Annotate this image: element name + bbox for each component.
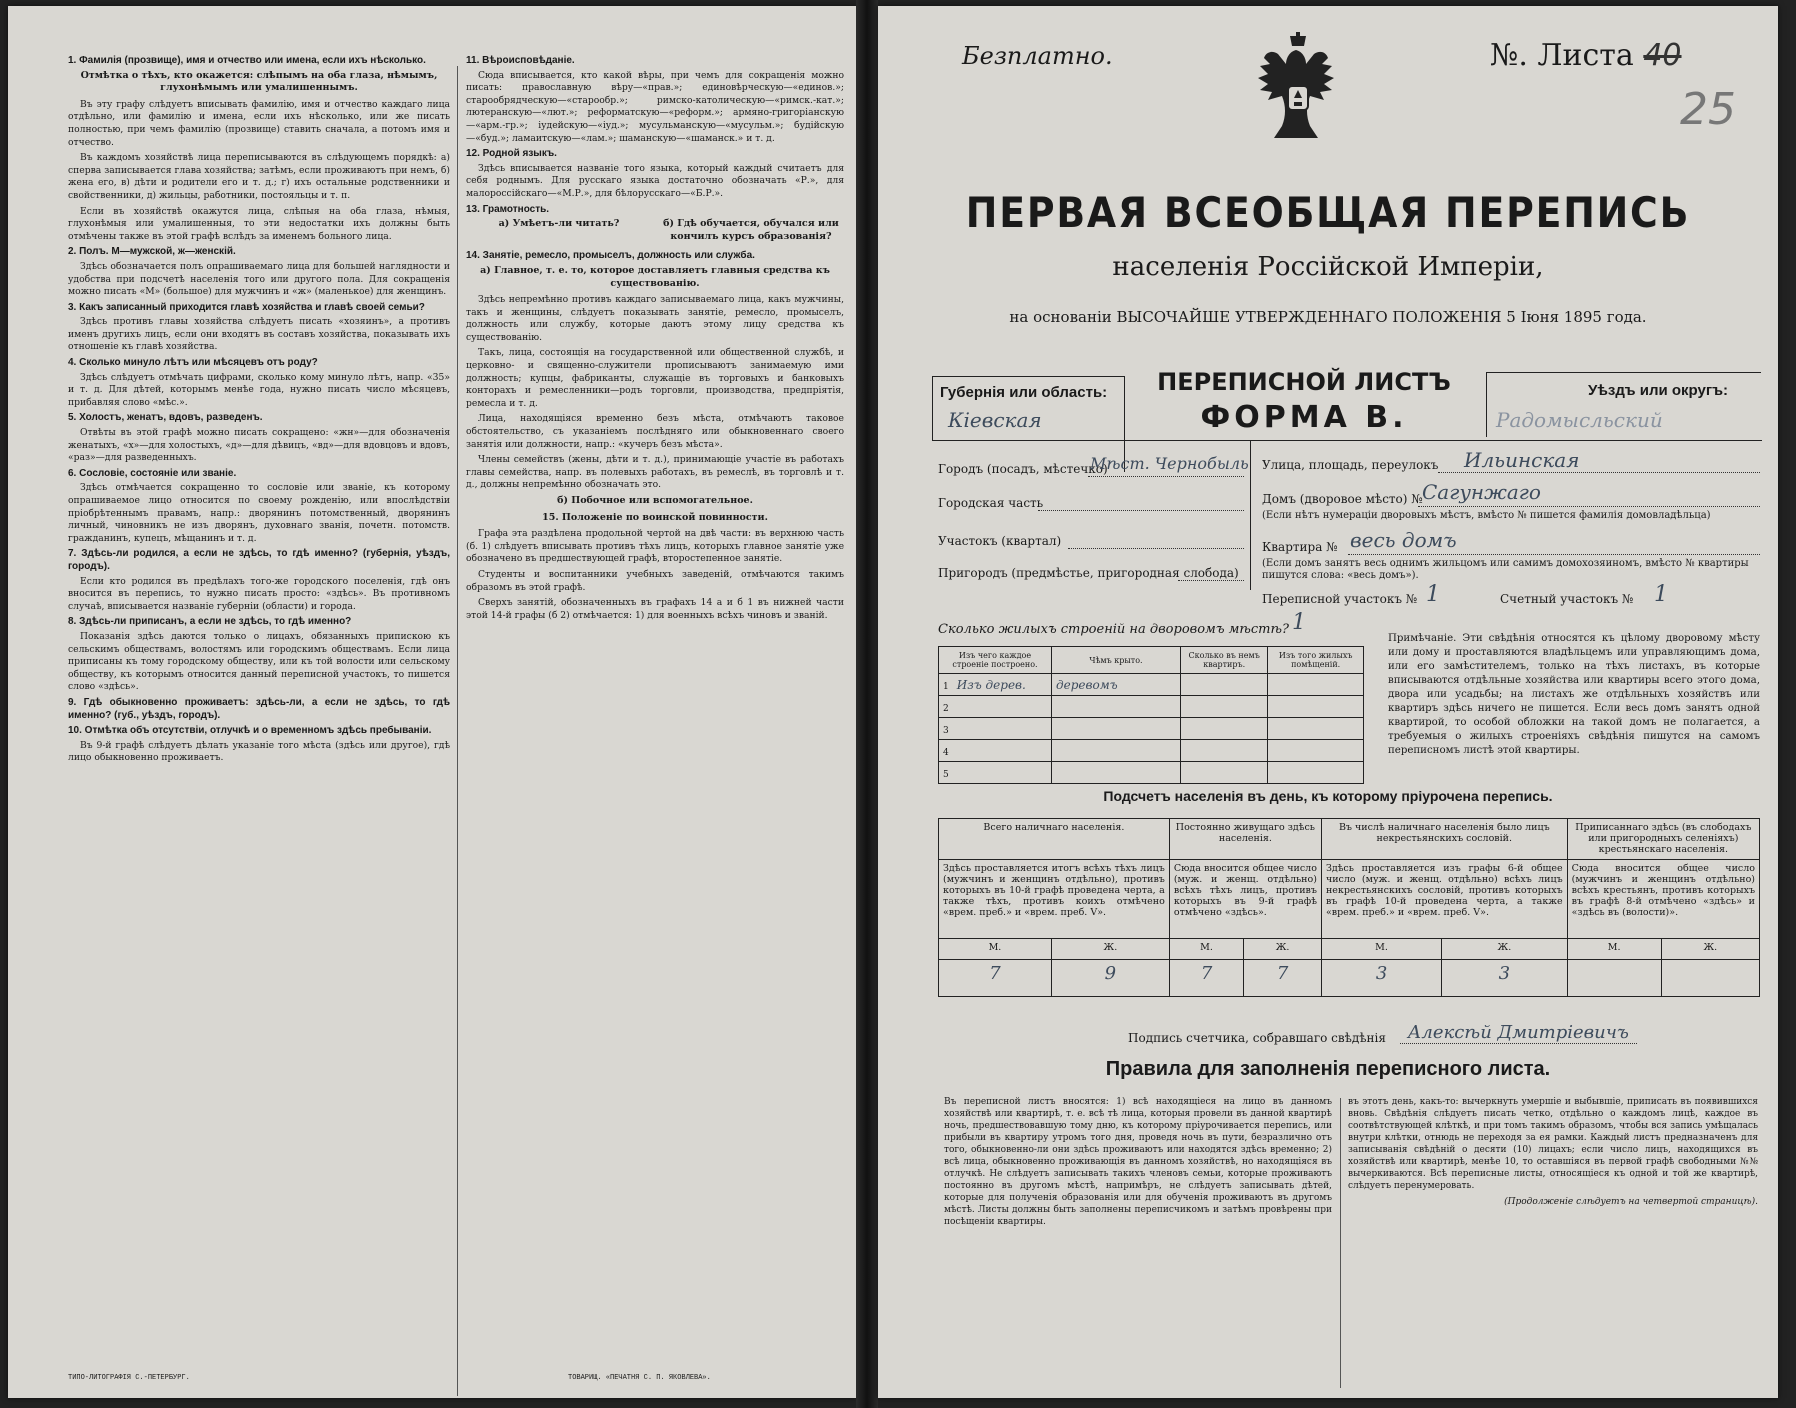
instruction-paragraph: Если въ хозяйствѣ окажутся лица, слѣпыя на оба глаза, нѣмыя, глухонѣмыя или умалишенныя, то эти недостатки ихъ должны быть отмѣчены также въ этой графѣ вслѣдъ за именемъ больного лица. [68, 205, 450, 242]
street-line [1438, 472, 1760, 473]
census-form-page [878, 6, 1778, 1398]
question-heading: 3. Какъ записанный приходится главѣ хозяйства и главѣ своей семьи? [68, 301, 425, 313]
question-heading: 11. Вѣроисповѣданіе. [466, 55, 575, 66]
printer-imprint-2: ТОВАРИЩ. «ПЕЧАТНЯ С. П. ЯКОВЛЕВА». [568, 1374, 711, 1382]
question-heading: 9. Гдѣ обыкновенно проживаетъ: здѣсь-ли, а если не здѣсь, то гдѣ именно? (губ., уѣздъ, городъ). [68, 696, 450, 721]
instruction-paragraph: Въ 9-й графѣ слѣдуетъ дѣлать указаніе того мѣста (здѣсь или другое), гдѣ лицо обыкновенно проживаетъ. [68, 739, 450, 764]
count-column-instructions: Здѣсь проставляется итогъ всѣхъ тѣхъ лицъ (мужчинъ и женщинъ отдѣльно), противъ которыхъ въ 10-й графѣ проведена черта, а также тѣхъ, противъ коихъ отмѣчено «врем. преб.» и «врем. преб. V». [939, 860, 1170, 939]
free-label: Безплатно. [962, 42, 1113, 70]
question-heading: 6. Сословіе, состояніе или званіе. [68, 467, 237, 479]
signature-value: Алексѣй Дмитріевичъ [1400, 1022, 1637, 1044]
town-value: Мѣст. Чернобыль [1090, 454, 1249, 473]
apartment-line [1348, 554, 1760, 555]
instructions-column-2 [466, 52, 844, 625]
buildings-table-row [939, 740, 1364, 762]
counting-section-label: Счетный участокъ № [1500, 592, 1634, 606]
count-column-heading: Всего наличнаго населенія. [939, 819, 1170, 860]
buildings-header-roof: Чѣмъ крыто. [1052, 647, 1181, 674]
quarter-label: Участокъ (квартал) [938, 534, 1062, 548]
male-label: М. [1567, 939, 1661, 960]
buildings-table-row [939, 762, 1364, 784]
instruction-paragraph: Здѣсь обозначается полъ опрашиваемаго лица для большей наглядности и удобства при подсчетѣ населенія того или другого пола. Для сокращенія можно писать «М» (большое) для мужчинъ и «ж» (маленькое) для женщинъ. [68, 260, 450, 298]
question-heading: 13. Грамотность. [466, 203, 550, 215]
male-label: М. [1321, 939, 1441, 960]
district-value: Радомысльский [1496, 408, 1663, 432]
instruction-paragraph: Въ эту графу слѣдуетъ вписывать фамилію, имя и отчество каждаго лица отдѣльно, или фамилію и имена, если ихъ нѣсколько, или же писать полностью, при чемъ фамилію (прозвище) ставить сначала, а потомъ имя и отчество. [68, 98, 450, 148]
count-head-row [939, 819, 1760, 860]
rules-title: Правила для заполненія переписного листа. [1105, 1058, 1551, 1080]
instruction-paragraph: Студенты и воспитанники учебныхъ заведеній, отмѣчаются такимъ образомъ въ этой графѣ. [466, 568, 844, 593]
signature-row [1128, 1022, 1629, 1047]
form-title [1136, 368, 1472, 435]
table-cell [1052, 718, 1181, 740]
instruction-paragraph: Сюда вписывается, кто какой вѣры, при чемъ для сокращенія можно писать: православную вѣру—«прав.»; единовѣрческую—«единов.»; старообрядческую—«старообр.»; римско-католическую—«римск.-кат.»; лютеранскую—«лют.»; реформатскую—«реформ.»; армяно-григоріанскую—«арм.-гр.»; іудейскую—«іуд.»; мусульманскую—«мусульм.»; будійскую—«буд.»; ламаитскую—«лам.»; шаманскую—«шаманск.» и т. д. [466, 69, 844, 144]
header-divider [932, 440, 1762, 441]
house-label: Домъ (дворовое мѣсто) № [1262, 492, 1423, 506]
building-material: Изъ дерев. [956, 677, 1026, 692]
instruction-paragraph: Здѣсь слѣдуетъ отмѣчать цифрами, сколько кому минуло лѣтъ, напр. «35» и т. д. Для дѣтей, которымъ менѣе года, нужно писать число мѣсяцевъ, прибавляя слово «мѣс.». [68, 371, 450, 408]
count-column-instructions: Здѣсь проставляется изъ графы 6-й общее число (муж. и женщ. отдѣльно) всѣхъ лицъ некрестьянскихъ сословій, противъ которыхъ въ графѣ 10-й проведена черта, а также «врем. преб.» и «врем. преб. V». [1321, 860, 1567, 939]
subheading: Отмѣтка о тѣхъ, кто окажется: слѣпымъ на оба глаза, нѣмымъ, глухонѣмымъ или умалишеннымъ. [80, 69, 438, 94]
column-divider [457, 66, 458, 1396]
male-count [1567, 960, 1661, 997]
apartment-label: Квартира № [1262, 540, 1338, 554]
count-column-instructions: Сюда вносится общее число (муж. и женщ. отдѣльно) всѣхъ тѣхъ лицъ, противъ которыхъ въ 9-й графѣ отмѣчено «здѣсь». [1169, 860, 1321, 939]
count-column-heading: Приписаннаго здѣсь (въ слободахъ или пригородныхъ селеніяхъ) крестьянскаго населенія. [1567, 819, 1759, 860]
book-gutter [856, 0, 878, 1408]
instruction-paragraph: Графа эта раздѣлена продольной чертой на двѣ части: въ верхнюю часть (б. 1) слѣдуетъ вписывать противъ тѣхъ лицъ, которыхъ главное занятіе уже обозначено въ предшествующей графѣ, второстепенное занятіе. [466, 528, 844, 565]
sheet-number-value: 40 [1643, 38, 1682, 73]
table-cell [1268, 696, 1364, 718]
male-count: 3 [1321, 960, 1441, 997]
left-page [8, 6, 856, 1398]
rules-continued: (Продолженіе слѣдуетъ на четвертой страницѣ). [1504, 1197, 1758, 1207]
female-label: Ж. [1244, 939, 1322, 960]
instruction-paragraph: Здѣсь вписывается названіе того языка, который каждый считаетъ для себя роднымъ. Для русскаго языка достаточно обозначать «Р.», для малороссійскаго—«М.Р.», для бѣлорусскаго—«Б.Р.». [466, 162, 844, 199]
buildings-header-living: Изъ того жилыхъ помѣщеній. [1268, 647, 1364, 674]
rules-column-2-text: въ этотъ день, какъ-то: вычеркнуть умершіе и выбывшіе, приписать въ появившихся вновь. Свѣдѣнія слѣдуетъ писать четко, отдѣльно о каждомъ лицѣ, каждое въ соотвѣтствующей клѣткѣ, и при томъ такимъ образомъ, чтобы вся запись умѣщалась внутри клѣтки, отнюдь не переходя за ея рамки. Каждый листъ предназначенъ для записыванія свѣдѣній о десяти (10) лицахъ; если число лицъ, находящихся въ хозяйствѣ или квартирѣ, менѣе 10, то оставшіяся въ первой графѣ свободными №№ вычеркиваются. Всѣ переписные листы, относящіеся къ одной и той же квартирѣ, слѣдуетъ перенумеровать. [1348, 1097, 1758, 1191]
table-cell [1268, 740, 1364, 762]
printer-imprint: ТИПО-ЛИТОГРАФІЯ С.-ПЕТЕРБУРГ. [68, 1374, 190, 1382]
count-values-row [939, 960, 1760, 997]
question-heading: 4. Сколько минуло лѣтъ или мѣсяцевъ отъ роду? [68, 357, 318, 369]
row-number: 1 [943, 681, 949, 692]
pencil-folio-number: 25 [1680, 84, 1736, 135]
suburb-line [1178, 580, 1244, 581]
street-label: Улица, площадь, переулокъ [1262, 458, 1439, 472]
subheading: а) Главное, т. е. то, которое доставляетъ главныя средства къ существованію. [480, 264, 830, 289]
apartment-note: (Если домъ занятъ весь однимъ жильцомъ или самимъ домохозяиномъ, вмѣсто № квартиры пишутся слова: «весь домъ»). [1262, 558, 1749, 581]
house-line [1418, 506, 1760, 507]
female-label: Ж. [1442, 939, 1567, 960]
rules-divider [1340, 1098, 1341, 1388]
table-cell [939, 718, 1052, 740]
note-text: Примѣчаніе. Эти свѣдѣнія относятся къ цѣлому дворовому мѣсту или дому и проставляются владѣльцемъ или управляющимъ дома, или его замѣстителемъ, только на тѣхъ листахъ, въ которые вписываются отдѣльные хозяйства или квартиры всего этого дома, двора или усадьбы; на листахъ же отдѣльныхъ хозяйствъ или квартиръ здѣсь ничего не пишется. Если весь домъ занятъ одной квартирой, то особой обложки на такой домъ не полагается, а требуемыя о жилыхъ строеніяхъ свѣдѣнія пишутся на самомъ переписномъ листѣ этой квартиры. [1388, 633, 1760, 756]
town-label: Городъ (посадъ, мѣстечко) [938, 462, 1108, 476]
census-section-label: Переписной участокъ № [1262, 592, 1418, 606]
row-number: 4 [943, 747, 949, 758]
instruction-paragraph: Показанія здѣсь даются только о лицахъ, обязанныхъ припискою къ сельскимъ обществамъ, волостямъ или городскимъ обществамъ. Если лица приписаны къ тому городскому обществу, или къ той волости или сельскому обществу, къ которымъ относится данный переписной участокъ, то пишется слово «здѣсь». [68, 630, 450, 693]
suburb-label: Пригородъ (предмѣстье, пригородная слобода) [938, 566, 1239, 580]
count-column-instructions: Сюда вносится общее число (мужчинъ и женщинъ отдѣльно) всѣхъ крестьянъ, противъ которыхъ въ графѣ 8-й отмѣчено «здѣсь» и «здѣсь въ (волости)». [1567, 860, 1759, 939]
male-label: М. [939, 939, 1052, 960]
table-cell [1181, 674, 1268, 696]
street-value: Ильинская [1464, 448, 1580, 472]
literacy-subquestions [466, 218, 844, 247]
buildings-header-apartments: Сколько въ немъ квартиръ. [1181, 647, 1268, 674]
table-cell [1268, 762, 1364, 784]
male-count: 7 [939, 960, 1052, 997]
female-count [1661, 960, 1759, 997]
row-number: 2 [943, 703, 949, 714]
census-subtitle: населенія Россійской Имперіи, [1112, 252, 1544, 282]
instruction-paragraph: Члены семействъ (жены, дѣти и т. д.), принимающіе участіе въ работахъ главы семейства, напр. въ полевыхъ работахъ, въ ремеслѣ, въ торговлѣ и т. д., должны непремѣнно обозначать это. [466, 454, 844, 491]
counting-section-value: 1 [1654, 582, 1668, 607]
question-heading: 8. Здѣсь-ли приписанъ, а если не здѣсь, то гдѣ именно? [68, 616, 352, 628]
table-cell [1052, 762, 1181, 784]
province-value: Кiевская [948, 408, 1042, 432]
row-number: 3 [943, 725, 949, 736]
dwellings-label: Сколько жилыхъ строеній на дворовомъ мѣстѣ? [938, 622, 1289, 637]
rules-column-2 [1348, 1096, 1758, 1208]
buildings-table-body [939, 674, 1364, 784]
instructions-column-1 [68, 52, 450, 768]
row-number: 5 [943, 769, 949, 780]
buildings-table-row [939, 674, 1364, 696]
question-heading: 5. Холостъ, женатъ, вдовъ, разведенъ. [68, 412, 263, 424]
apartment-value: весь домъ [1350, 528, 1457, 552]
table-cell [939, 740, 1052, 762]
instruction-paragraph: Здѣсь непремѣнно противъ каждаго записываемаго лица, какъ мужчины, такъ и женщины, слѣдуетъ показывать занятіе, ремесло, промыселъ, должность или службу, которые даютъ этому лицу средства къ существованію. [466, 294, 844, 343]
census-section-value: 1 [1426, 582, 1440, 607]
instruction-paragraph: Отвѣты въ этой графѣ можно писать сокращено: «жн»—для обозначенія женатыхъ, «х»—для холостыхъ, «д»—для дѣвицъ, «вд»—для вдовцовъ и вдовъ, «раз»—для разведенныхъ. [68, 427, 450, 464]
table-cell [1181, 718, 1268, 740]
table-cell: деревомъ [1052, 674, 1181, 696]
double-headed-eagle-icon [1250, 32, 1346, 160]
form-title-line-1: ПЕРЕПИСНОЙ ЛИСТЪ [1157, 368, 1451, 396]
count-column-heading: Въ числѣ наличнаго населенія было лицъ некрестьянскихъ сословій. [1321, 819, 1567, 860]
house-note: (Если нѣтъ нумераціи дворовыхъ мѣстъ, вмѣсто № пишется фамилія домовладѣльца) [1262, 510, 1711, 521]
instruction-paragraph: Лица, находящіяся временно безъ мѣста, отмѣчаютъ таковое обстоятельство, съ указаніемъ послѣдняго или обыкновеннаго своего занятія или должности, напр.: «кучеръ безъ мѣста». [466, 413, 844, 450]
question-heading: 7. Здѣсь-ли родился, а если не здѣсь, то гдѣ именно? (губернія, уѣздъ, городъ). [68, 548, 450, 572]
district-label: Уѣздъ или округъ: [1588, 382, 1729, 399]
buildings-table [938, 646, 1364, 784]
male-label: М. [1169, 939, 1243, 960]
table-cell [1268, 718, 1364, 740]
province-label: Губернія или область: [940, 384, 1108, 401]
male-count: 7 [1169, 960, 1243, 997]
female-label: Ж. [1051, 939, 1169, 960]
buildings-table-header [939, 647, 1364, 674]
table-cell [939, 762, 1052, 784]
house-value: Сагунжаго [1422, 480, 1541, 504]
question-heading: 2. Полъ. М—мужской, ж—женскій. [68, 246, 236, 258]
instruction-paragraph: Сверхъ занятій, обозначенныхъ въ графахъ 14 а и б 1 въ нижней части этой 14-й графы (б 2) отмѣчается: 1) для военныхъ всѣхъ чиновъ и званій. [466, 597, 844, 621]
quarter-line [1068, 548, 1244, 549]
instruction-paragraph: Такъ, лица, состоящія на государственной или общественной службѣ, и церковно- и священно-служители прописываютъ занимаемую ими должность; купцы, фабриканты, служащіе въ торговыхъ и банковыхъ конторахъ и ремесленники—родъ торговли, производства, предпріятія, ремесла и т. д. [466, 347, 844, 409]
count-text-row [939, 860, 1760, 939]
rules-column-1: Въ переписной листъ вносятся: 1) всѣ находящіеся на лицо въ данномъ хозяйствѣ или квартирѣ, т. е. всѣ тѣ лица, которыя провели въ данной квартирѣ ночь, предшествовавшую тому дню, къ которому пріурочивается перепись, или прибыли въ квартиру утромъ того дня, проведя ночь въ пути, безразлично отъ того, обыкновенно-ли они здѣсь проживаютъ или находятся здѣсь временно; 2) всѣ лица, обыкновенно проживающія въ данномъ хозяйствѣ, но находящіяся въ отлучкѣ. Не слѣдуетъ записывать такихъ членовъ семьи, которые проживаютъ постоянно въ другомъ мѣстѣ, напримѣръ, не слѣдуетъ записывать дѣтей, которые для полученія образованія или для обученія проживаютъ въ другомъ мѣстѣ. Листы должны быть заполнены переписчикомъ и затѣмъ провѣрены при посѣщеніи квартиры. [944, 1097, 1332, 1227]
buildings-table-row [939, 696, 1364, 718]
sheet-number-label: №. Листа [1490, 38, 1634, 73]
form-title-line-2: ФОРМА В. [1200, 400, 1408, 435]
table-cell [1268, 674, 1364, 696]
education-question: б) Гдѣ обучается, обучался или кончилъ курсъ образованія? [663, 218, 839, 242]
table-cell [939, 696, 1052, 718]
population-count-table [938, 818, 1760, 997]
instruction-paragraph: Здѣсь отмѣчается сокращенно то сословіе или званіе, къ которому опрашиваемое лицо относится по своему рожденію, или впослѣдствіи пріобрѣтеннымъ правамъ, напр.: дворянинъ потомственный, дворянинъ личный, чиновникъ не изъ дворянъ, духовнаго званія, почетн. потомств. гражданинъ, купецъ, мѣщанинъ и т. д. [68, 482, 450, 544]
buildings-table-row [939, 718, 1364, 740]
dwellings-value: 1 [1292, 610, 1306, 635]
signature-label: Подпись счетчика, собравшаго свѣдѣнія [1128, 1031, 1386, 1045]
instruction-paragraph: Если кто родился въ предѣлахъ того-же городского поселенія, гдѣ онъ вносится въ перепись, то нужно писать просто: «здѣсь». Въ противномъ случаѣ, вписывается названіе губерніи (области) и города. [68, 575, 450, 612]
table-cell [1181, 762, 1268, 784]
table-cell [1052, 696, 1181, 718]
instruction-paragraph: Въ каждомъ хозяйствѣ лица переписываются въ слѣдующемъ порядкѣ: а) сперва записывается глава хозяйства; затѣмъ, если проживаютъ при немъ, б) жена его, в) дѣти и родители его и т. д.; г) ихъ остальные родственники и свойственники, д) жильцы, работники, постояльцы и т. п. [68, 152, 450, 201]
population-count-title: Подсчетъ населенія въ день, къ которому пріурочена перепись. [1103, 788, 1553, 804]
female-count: 3 [1442, 960, 1567, 997]
legal-basis: на основаніи ВЫСОЧАЙШЕ УТВЕРЖДЕННАГО ПОЛОЖЕНІЯ 5 Іюня 1895 года. [1009, 308, 1647, 326]
sheet-number [1490, 38, 1682, 73]
subheading: 15. Положеніе по воинской повинности. [542, 511, 768, 523]
table-cell [1052, 740, 1181, 762]
table-cell [1181, 740, 1268, 762]
can-read-question: а) Умѣетъ-ли читать? [498, 218, 620, 230]
table-cell [1181, 696, 1268, 718]
female-label: Ж. [1661, 939, 1759, 960]
city-part-line [1038, 510, 1244, 511]
question-heading: 10. Отмѣтка объ отсутствіи, отлучкѣ и о временномъ здѣсь пребываніи. [68, 725, 432, 737]
female-count: 9 [1051, 960, 1169, 997]
table-cell [939, 674, 1052, 696]
town-line [1088, 476, 1244, 477]
subheading: б) Побочное или вспомогательное. [557, 495, 753, 506]
city-part-label: Городская часть [938, 496, 1044, 510]
question-heading: 14. Занятіе, ремесло, промыселъ, должность или служба. [466, 250, 755, 262]
count-column-heading: Постоянно живущаго здѣсь населенія. [1169, 819, 1321, 860]
address-divider [1250, 440, 1251, 590]
count-sex-row [939, 939, 1760, 960]
female-count: 7 [1244, 960, 1322, 997]
census-title: ПЕРВАЯ ВСЕОБЩАЯ ПЕРЕПИСЬ [965, 188, 1691, 237]
question-heading: 12. Родной языкъ. [466, 148, 557, 160]
question-heading: 1. Фамилія (прозвище), имя и отчество или имена, если ихъ нѣсколько. [68, 55, 426, 66]
buildings-header-material: Изъ чего каждое строеніе построено. [939, 647, 1052, 674]
instruction-paragraph: Здѣсь противъ главы хозяйства слѣдуетъ писать «хозяинъ», а противъ именъ другихъ лицъ, если они входятъ въ составъ хозяйства, показывать ихъ отношеніе къ главѣ хозяйства. [68, 316, 450, 353]
